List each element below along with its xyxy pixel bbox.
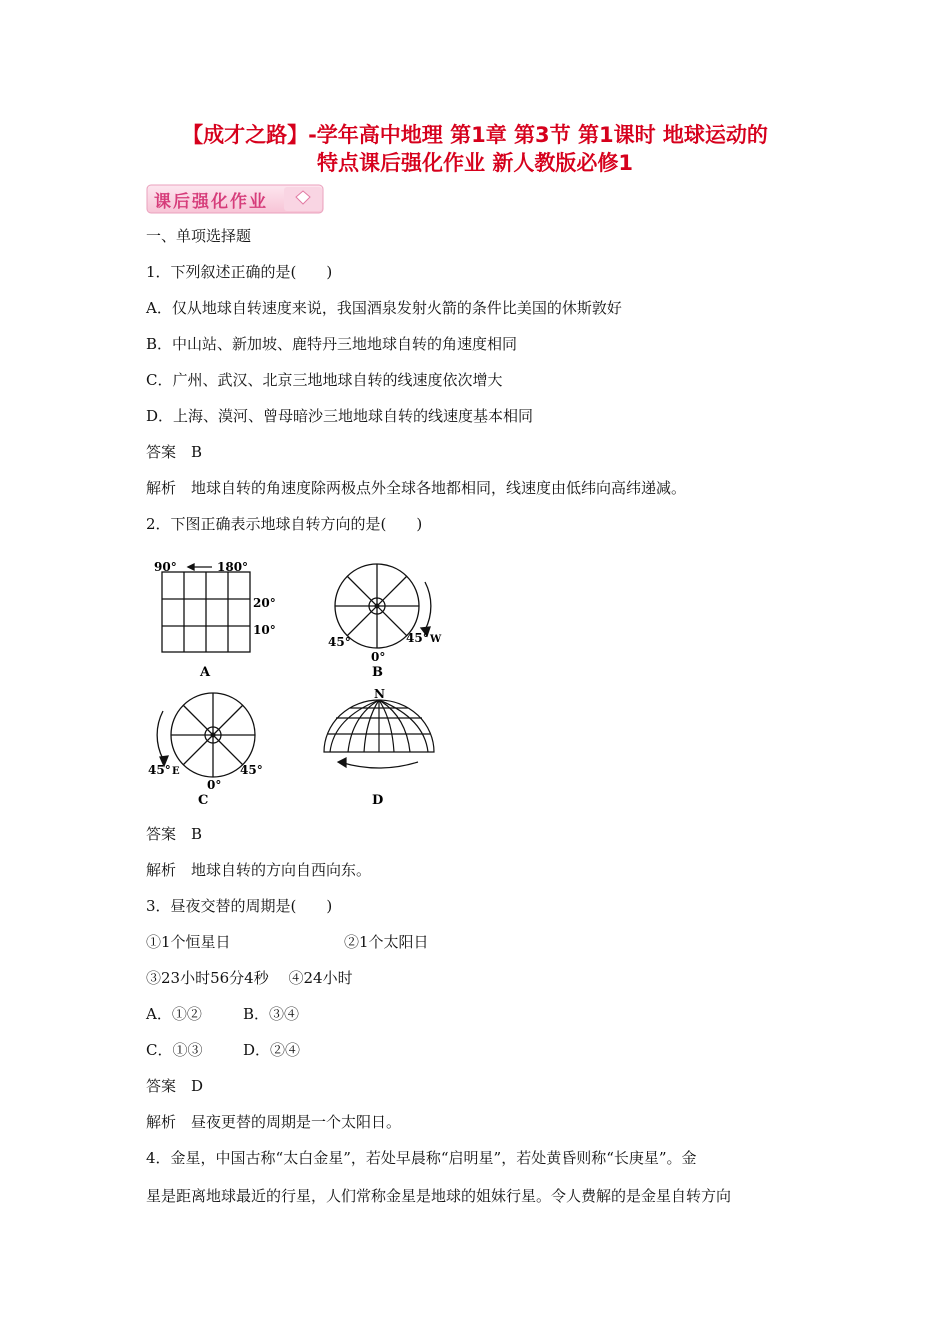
q1-stem: 1．下列叙述正确的是( ) [146, 263, 333, 281]
figure-a [162, 564, 250, 652]
q3-choice-1: ①1个恒星日 [146, 933, 231, 951]
fig-a-right-upper: 20° [253, 596, 276, 610]
q3-choice-2: ②1个太阳日 [344, 933, 429, 951]
title-line-2: 特点课后强化作业 新人教版必修1 [317, 151, 633, 175]
document-title [0, 121, 950, 177]
q1-option-b: B．中山站、新加坡、鹿特丹三地地球自转的角速度相同 [146, 335, 518, 353]
q2-stem: 2．下图正确表示地球自转方向的是( ) [146, 515, 423, 533]
fig-c-label: C [198, 793, 209, 808]
q3-option-d: D．②④ [243, 1041, 301, 1059]
q1-option-c: C．广州、武汉、北京三地地球自转的线速度依次增大 [146, 371, 503, 389]
q2-analysis: 解析 地球自转的方向自西向东。 [146, 861, 372, 879]
fig-b-label: B [372, 665, 383, 680]
fig-c-left: 45° [148, 763, 171, 777]
fig-a-right-lower: 10° [253, 623, 276, 637]
fig-d-top: N [374, 687, 385, 701]
q3-option-c: C．①③ [146, 1041, 203, 1059]
q3-option-b: B．③④ [243, 1005, 300, 1023]
banner-label: 课后强化作业 [154, 192, 268, 212]
section-banner [146, 183, 326, 215]
q3-choices-3-4: ③23小时56分4秒 ④24小时 [146, 969, 353, 987]
fig-b-bottom: 0° [371, 650, 386, 664]
q2-answer: 答案 B [146, 825, 203, 843]
q1-answer: 答案 B [146, 443, 203, 461]
q3-option-a: A．①② [146, 1005, 202, 1023]
fig-c-right: 45° [240, 763, 263, 777]
fig-a-top-right: 180° [217, 560, 249, 574]
fig-c-dir: E [172, 766, 180, 777]
title-line-1: 【成才之路】-学年高中地理 第1章 第3节 第1课时 地球运动的 [182, 123, 768, 147]
fig-b-right: 45° [406, 631, 429, 645]
fig-a-top-left: 90° [154, 560, 177, 574]
fig-d-label: D [372, 793, 384, 808]
fig-a-label: A [200, 665, 211, 680]
figure-d [324, 700, 434, 768]
rotation-direction-figure [140, 548, 460, 818]
section-heading: 一、单项选择题 [146, 227, 252, 245]
q1-analysis: 解析 地球自转的角速度除两极点外全球各地都相同，线速度由低纬向高纬递减。 [146, 479, 687, 497]
q3-analysis: 解析 昼夜更替的周期是一个太阳日。 [146, 1113, 402, 1131]
fig-c-bottom: 0° [207, 778, 222, 792]
fig-b-dir: W [430, 634, 442, 645]
q1-option-a: A．仅从地球自转速度来说，我国酒泉发射火箭的条件比美国的休斯敦好 [146, 299, 622, 317]
q4-line-2: 星是距离地球最近的行星，人们常称金星是地球的姐妹行星。令人费解的是金星自转方向 [146, 1187, 732, 1205]
q3-answer: 答案 D [146, 1077, 204, 1095]
q1-option-d: D．上海、漠河、曾母暗沙三地地球自转的线速度基本相同 [146, 407, 534, 425]
q4-line-1: 4．金星，中国古称“太白金星”，若处早晨称“启明星”，若处黄昏则称“长庚星”。金 [146, 1149, 697, 1167]
fig-b-left: 45° [328, 635, 351, 649]
q3-stem: 3．昼夜交替的周期是( ) [146, 897, 333, 915]
